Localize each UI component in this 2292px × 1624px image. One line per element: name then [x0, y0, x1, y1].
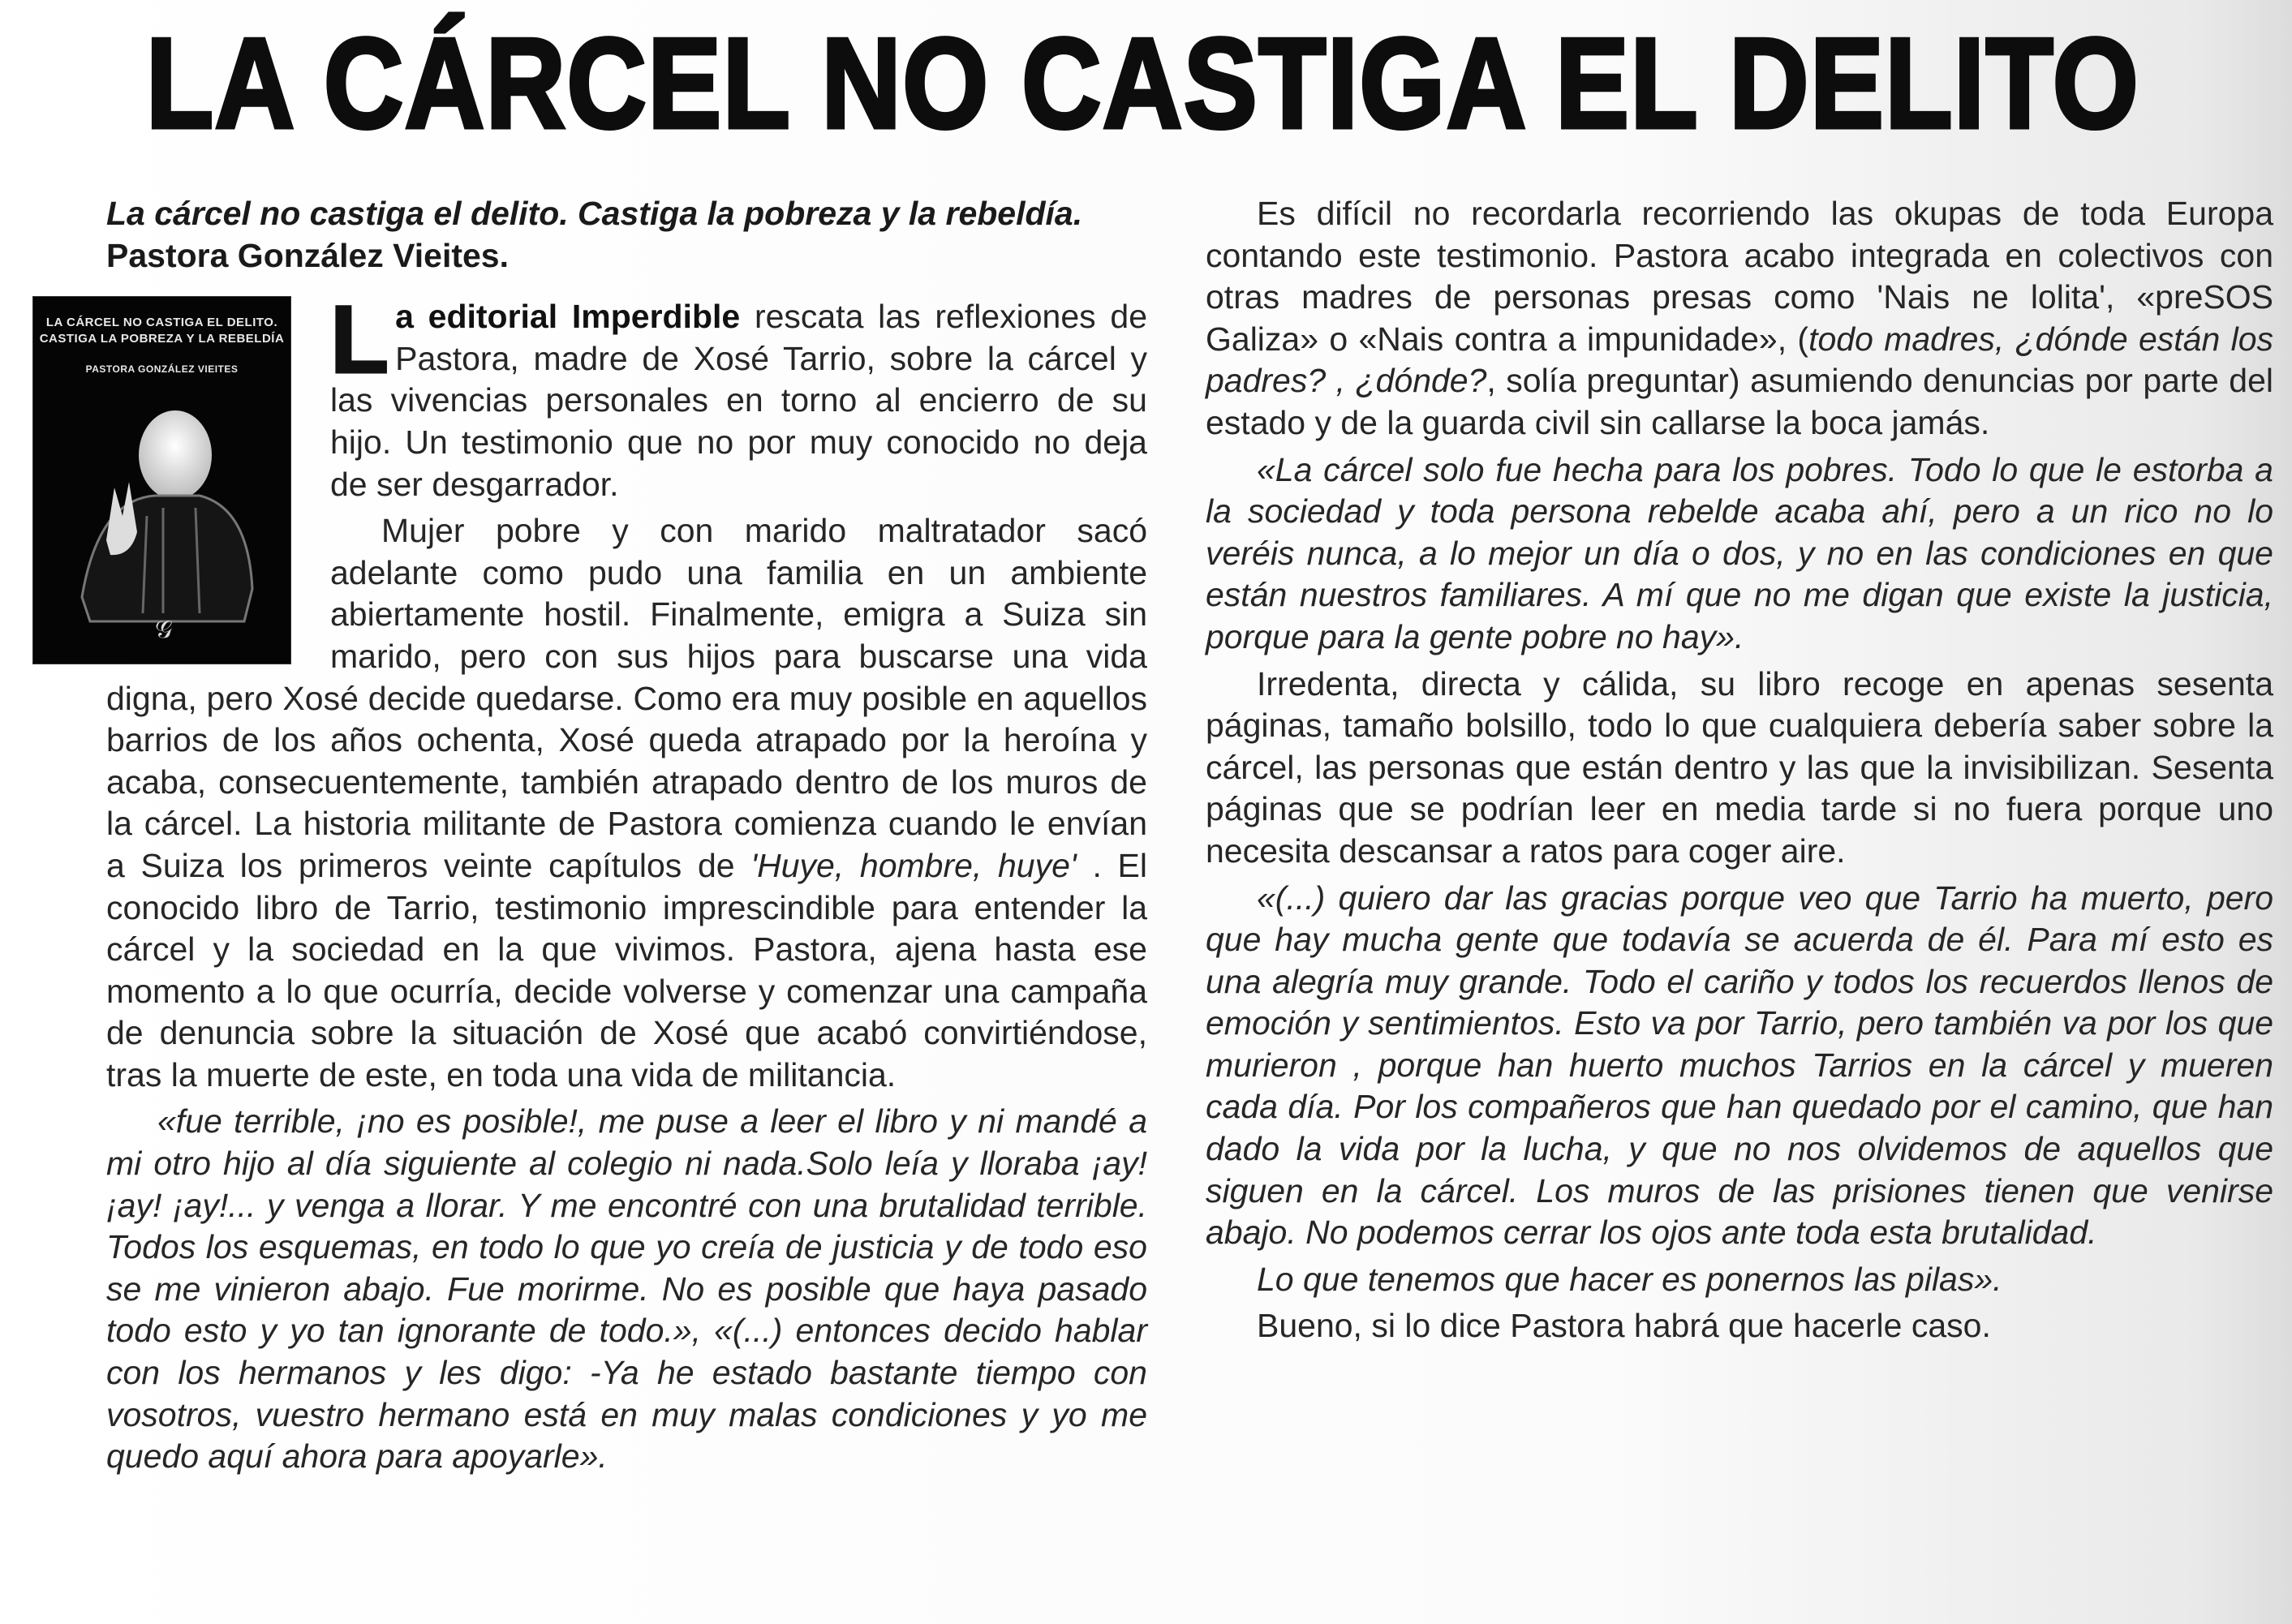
book-cover-title-1: LA CÁRCEL NO CASTIGA EL DELITO. — [45, 316, 278, 330]
book-cover-author: PASTORA GONZÁLEZ VIEITES — [85, 363, 239, 376]
right-column — [1206, 193, 2273, 1352]
quote-paragraph-1: «fue terrible, ¡no es posible!, me puse a leer el libro y ni mandé a mi otro hijo al día siguiente al colegio ni nada.Solo leía y lloraba ¡ay! ¡ay! ¡ay!... y venga a llorar. Y me encontré con una brutalidad terrible. Todos los esquemas, en todo lo que yo creía de justicia y de todo eso se me vinieron abajo. Fue morirme. No es posible que haya pasado todo esto y yo tan ignorante de todo.», «(...) entonces decido hablar con los hermanos y les digo: -Ya he estado bastante tiempo con vosotros, vuestro hermano está en muy malas condiciones y yo me quedo aquí ahora para apoyarle». — [106, 1102, 1147, 1476]
book-cover-image — [32, 296, 291, 664]
right-paragraph-3: Irredenta, directa y cálida, su libro recoge en apenas sesenta páginas, tamaño bolsillo, todo lo que cualquiera debería saber sobre la cárcel, las personas que están dentro y las que la invisibilizan. Sesenta páginas que se podrían leer en media tarde si no fuera porque uno necesita descansar a ratos para coger aire. — [1206, 664, 2273, 870]
quote-closing: Lo que tenemos que hacer es ponernos las pilas». — [1257, 1260, 2002, 1298]
r1-italic: todo madres, ¿dónde están los padres? , ¿dónde? — [1206, 320, 2274, 400]
intro-text: rescata las reflexiones de Pastora, madre de Xosé Tarrio, sobre la cárcel y las vivencias personales en torno al encierro de su hijo. Un testimonio que no por muy conocido no deja de ser desgarrador. — [330, 298, 1147, 503]
closing-line: Bueno, si lo dice Pastora habrá que hacerle caso. — [1257, 1307, 1991, 1345]
article-headline: LA CÁRCEL NO CASTIGA EL DELITO — [146, 12, 2140, 155]
subtitle-author: Pastora González Vieites. — [106, 236, 510, 274]
quote-paragraph-2: «La cárcel solo fue hecha para los pobres. Todo lo que le estorba a la sociedad y toda persona rebelde acaba ahí, pero a un rico no lo veréis nunca, a lo mejor un día o dos, y no en las condiciones en que están nuestros familiares. A mí que no me digan que existe la justicia, porque para la gente pobre no hay». — [1206, 450, 2273, 655]
subtitle-quote-text: La cárcel no castiga el delito. Castiga la pobreza y la rebeldía. — [106, 195, 1083, 232]
book-cover-portrait — [33, 297, 290, 664]
book-title-reference: 'Huye, hombre, huye' — [750, 846, 1077, 884]
drop-cap: L — [330, 286, 389, 394]
right-paragraph-1 — [1206, 193, 2273, 445]
book-cover-title-2: CASTIGA LA POBREZA Y LA REBELDÍA — [39, 332, 285, 346]
p2-text-b: . El conocido libro de Tarrio, testimonio imprescindible para entender la cárcel y la sociedad en la que vivimos. Pastora, ajena hasta ese momento a lo que ocurría, decide volverse y comenzar una campaña de denuncia sobre la situación de Xosé que acabó convirtiéndose, tras la muerte de este, en toda una vida de militancia. — [106, 846, 1147, 1093]
r1-text-a: Es difícil no recordarla recorriendo las okupas de toda Europa contando este testimonio. Pastora acabo integrada en colectivos con otras madres de personas presas como 'Nais ne lolita', «preSOS Galiza» o «Nais contra a impunidade», ( — [1206, 195, 2273, 358]
left-column — [32, 193, 1147, 1483]
p2-text-a: Mujer pobre y con marido maltratador sacó adelante como pudo una familia en un ambiente abiertamente hostil. Finalmente, emigra a Suiza sin marido, pero con sus hijos para buscarse una vida digna, pero Xosé decide quedarse. Como era muy posible en aquellos barrios de los años ochenta, Xosé queda atrapado por la heroína y acaba, consecuentemente, también atrapado dentro de los muros de la cárcel. La historia militante de Pastora comienza cuando le envían a Suiza los primeros veinte capítulos de — [106, 512, 1147, 884]
publisher-logo: 𝒢 — [155, 616, 173, 645]
quote-paragraph-3: «(...) quiero dar las gracias porque veo que Tarrio ha muerto, pero que hay mucha gente que todavía se acuerda de él. Para mí esto es una alegría muy grande. Todo el cariño y todos los recuerdos llenos de emoción y sentimientos. Esto va por Tarrio, pero también va por los que murieron , porque han huerto muchos Tarrios en la cárcel y mueren cada día. Por los compañeros que han quedado por el camino, que han dado la vida por la lucha, y que no nos olvidemos de aquellos que siguen en la cárcel. Los muros de las prisiones tienen que venirse abajo. No podemos cerrar los ojos ante toda esta brutalidad. — [1206, 879, 2273, 1252]
publisher-name: a editorial Imperdible — [395, 298, 741, 336]
r1-text-b: , solía preguntar) asumiendo denuncias por parte del estado y de la guarda civil sin callarse la boca jamás. — [1206, 362, 2273, 441]
subtitle-quote — [32, 193, 1147, 277]
